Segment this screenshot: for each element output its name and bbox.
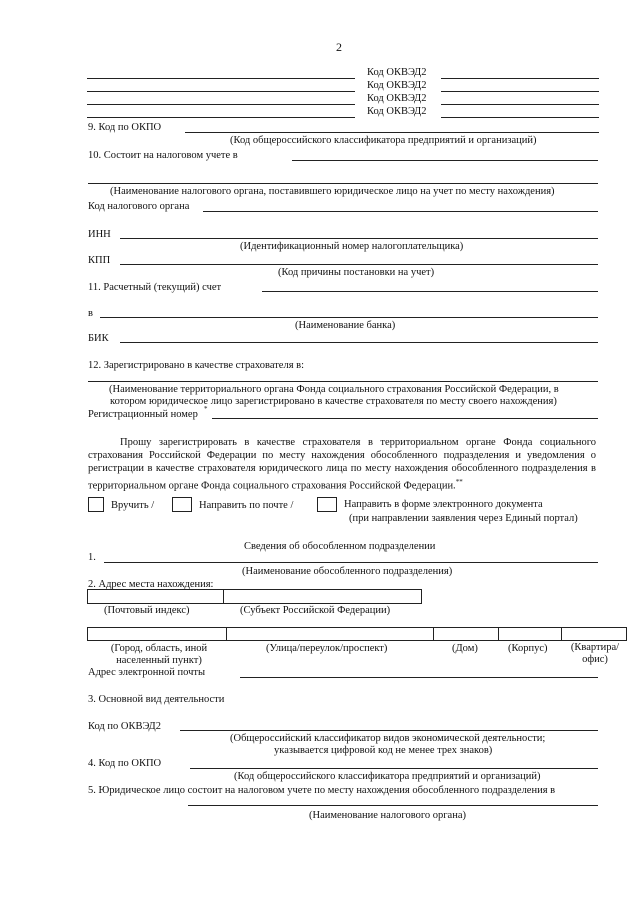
postal-index-cell[interactable] [87,589,224,604]
subdivision-title: Сведения об обособленном подразделении [244,541,436,552]
bank-caption: (Наименование банка) [295,320,396,331]
city-cell[interactable] [87,627,227,641]
tax-authority-caption: (Наименование налогового органа, поставившего юридическое лицо на учет по месту нахождения) [110,186,555,197]
request-paragraph [88,436,596,492]
bik-label: БИК [88,333,109,344]
okved-name-line-3[interactable] [87,104,355,105]
subdivision-okved-line[interactable] [180,730,598,731]
subdivision-name-line[interactable] [104,562,598,563]
okved-label-4: Код ОКВЭД2 [367,106,427,117]
deliver-hand-checkbox[interactable] [88,497,104,512]
page-number: 2 [336,40,342,54]
subdivision-tax-label: 5. Юридическое лицо состоит на налоговом учете по месту нахождения обособленного подразделения в [88,785,556,796]
fss-caption-line-2: котором юридическое лицо зарегистрировано в качестве страхователя по месту своего нахождения) [110,396,557,407]
inn-label: ИНН [88,229,111,240]
okpo-label: 9. Код по ОКПО [88,122,162,133]
okved-code-line-1[interactable] [441,78,599,79]
registration-number-mark: * [204,405,208,413]
okved-label-2: Код ОКВЭД2 [367,80,427,91]
apartment-caption: (Квартира/ офис) [570,642,620,665]
okved-caption-line-1: (Общероссийский классификатор видов экономической деятельности; [230,733,546,744]
account-label: 11. Расчетный (текущий) счет [88,282,222,293]
bank-prefix: в [88,308,93,319]
building-cell[interactable] [498,627,562,641]
okved-label-3: Код ОКВЭД2 [367,93,427,104]
street-cell[interactable] [226,627,434,641]
email-label: Адрес электронной почты [88,667,206,678]
tax-authority-code-label: Код налогового органа [88,201,190,212]
okved-code-line-4[interactable] [441,117,599,118]
subdivision-okved-label: Код по ОКВЭД2 [88,721,161,732]
subdivision-okpo-label: 4. Код по ОКПО [88,758,162,769]
address-label: 2. Адрес места нахождения: [88,579,214,590]
bik-input-line[interactable] [120,342,598,343]
deliver-mail-checkbox[interactable] [172,497,192,512]
subdivision-okpo-line[interactable] [190,768,598,769]
apartment-cell[interactable] [561,627,627,641]
inn-input-line[interactable] [120,238,598,239]
okved-name-line-1[interactable] [87,78,355,79]
okpo-input-line[interactable] [185,132,599,133]
request-footnote-mark: ** [455,477,463,486]
okved-name-line-2[interactable] [87,91,355,92]
kpp-caption: (Код причины постановки на учет) [278,267,435,278]
street-caption: (Улица/переулок/проспект) [266,643,388,654]
email-input-line[interactable] [240,677,598,678]
deliver-hand-label: Вручить / [111,500,155,511]
insurer-registration-line[interactable] [88,381,598,382]
okved-caption-line-2: указывается цифровой код не менее трех знаков) [274,745,493,756]
okved-name-line-4[interactable] [87,117,355,118]
insurer-registration-label: 12. Зарегистрировано в качестве страхователя в: [88,360,305,371]
kpp-input-line[interactable] [120,264,598,265]
deliver-electronic-note: (при направлении заявления через Единый портал) [349,513,578,524]
deliver-electronic-checkbox[interactable] [317,497,337,512]
tax-registration-line[interactable] [292,160,598,161]
postal-index-caption: (Почтовый индекс) [104,605,190,616]
registration-number-line[interactable] [212,418,598,419]
city-caption: (Город, область, иной населенный пункт) [110,643,208,666]
subdivision-name-label: 1. [88,552,96,563]
tax-authority-name-line[interactable] [88,183,598,184]
house-cell[interactable] [433,627,499,641]
deliver-electronic-label: Направить в форме электронного документа [344,499,543,510]
okved-label-1: Код ОКВЭД2 [367,67,427,78]
okved-code-line-2[interactable] [441,91,599,92]
deliver-mail-label: Направить по почте / [199,500,294,511]
bank-name-line[interactable] [100,317,598,318]
okved-code-line-3[interactable] [441,104,599,105]
kpp-label: КПП [88,255,111,266]
subdivision-tax-line[interactable] [188,805,598,806]
main-activity-label: 3. Основной вид деятельности [88,694,225,705]
fss-caption-line-1: (Наименование территориального органа Фонда социального страхования Российской Федерации, в [109,384,559,395]
subdivision-tax-caption: (Наименование налогового органа) [309,810,466,821]
okpo-caption: (Код общероссийского классификатора предприятий и организаций) [230,135,537,146]
region-caption: (Субъект Российской Федерации) [240,605,391,616]
account-input-line[interactable] [262,291,598,292]
inn-caption: (Идентификационный номер налогоплательщика) [240,241,464,252]
subdivision-name-caption: (Наименование обособленного подразделения) [242,566,453,577]
tax-registration-label: 10. Состоит на налоговом учете в [88,150,238,161]
house-caption: (Дом) [452,643,478,654]
registration-number-label: Регистрационный номер [88,409,198,420]
request-text: Прошу зарегистрировать в качестве страхователя в территориальном органе Фонда социального страхования Российской Федерации по месту нахождения обособленного подразделения и уведомления о регистрации в качестве страхователя юридического лица по месту нахождения обособленного подразделения в территориальном органе Фонда социального страхования Российской Федерации. [88,437,596,492]
subdivision-okpo-caption: (Код общероссийского классификатора предприятий и организаций) [234,771,541,782]
building-caption: (Корпус) [508,643,548,654]
region-cell[interactable] [223,589,422,604]
tax-authority-code-line[interactable] [203,211,598,212]
